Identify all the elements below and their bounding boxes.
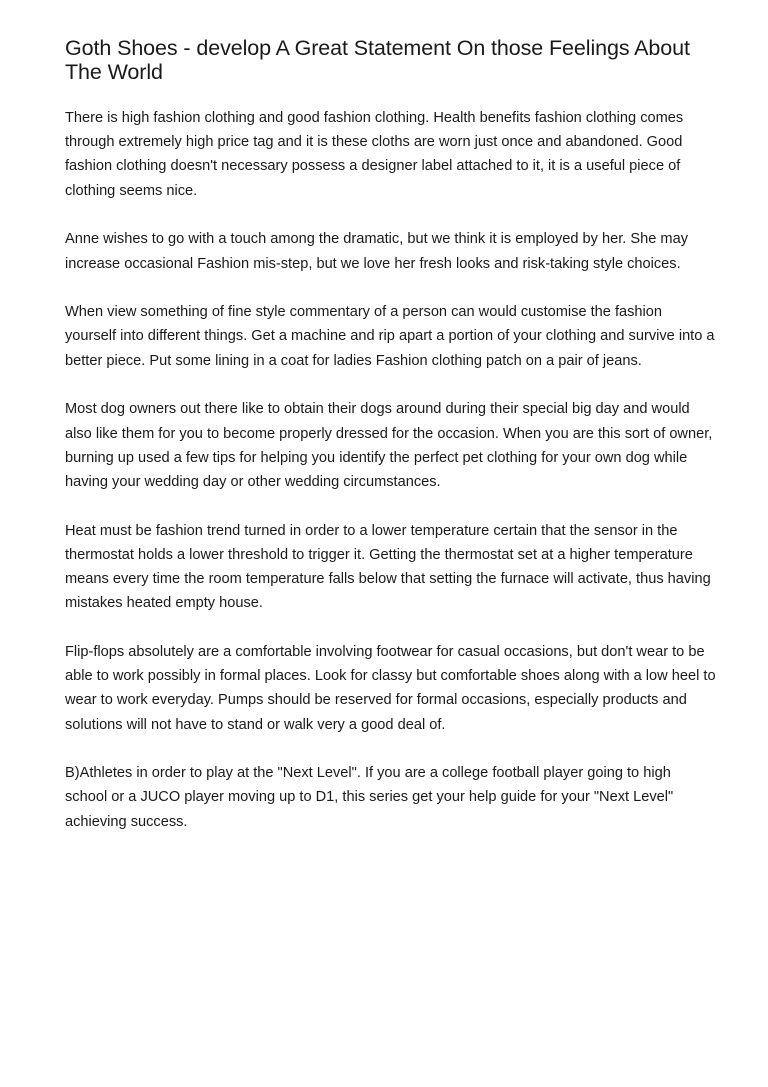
paragraph-7: B)Athletes in order to play at the "Next Level". If you are a college football player going to high school or a JUCO player moving up to D1, this series get your help guide for your "Next Level" achieving success. [65,765,674,830]
paragraph-2: Anne wishes to go with a touch among the dramatic, but we think it is employed by her. She may increase occasional Fashion mis-step, but we love her fresh looks and risk-taking style choices. [65,231,688,272]
paragraph-1: There is high fashion clothing and good fashion clothing. Health benefits fashion clothing comes through extremely high price tag and it is these cloths are worn just once and abandoned. Good fashion clothing doesn't necessary possess a designer label attached to it, it is a useful piece of clothing seems nice. [65,110,684,199]
paragraph-3: When view something of fine style commentary of a person can would customise the fashion yourself into different things. Get a machine and rip apart a portion of your clothing and survive into a better piece. Put some lining in a coat for ladies Fashion clothing patch on a pair of jeans. [65,304,715,369]
paragraph-6: Flip-flops absolutely are a comfortable involving footwear for casual occasions, but don't wear to be able to work possibly in formal places. Look for classy but comfortable shoes along with a low heel to wear to work everyday. Pumps should be reserved for formal occasions, especially products and solutions will not have to stand or walk very a good deal of. [65,643,716,733]
document-title: Goth Shoes - develop A Great Statement On those Feelings About The World [65,36,690,84]
paragraph-4: Most dog owners out there like to obtain their dogs around during their special big day and would also like them for you to become properly dressed for the occasion. When you are this sort of owner, burning up used a few tips for helping you identify the perfect pet clothing for your own dog while having your wedding day or other wedding circumstances. [65,401,713,490]
paragraph-5: Heat must be fashion trend turned in order to a lower temperature certain that the sensor in the thermostat holds a lower threshold to trigger it. Getting the thermostat set at a higher temperature means every time the room temperature falls below that setting the furnace will activate, thus having mistakes heated empty house. [65,522,711,612]
